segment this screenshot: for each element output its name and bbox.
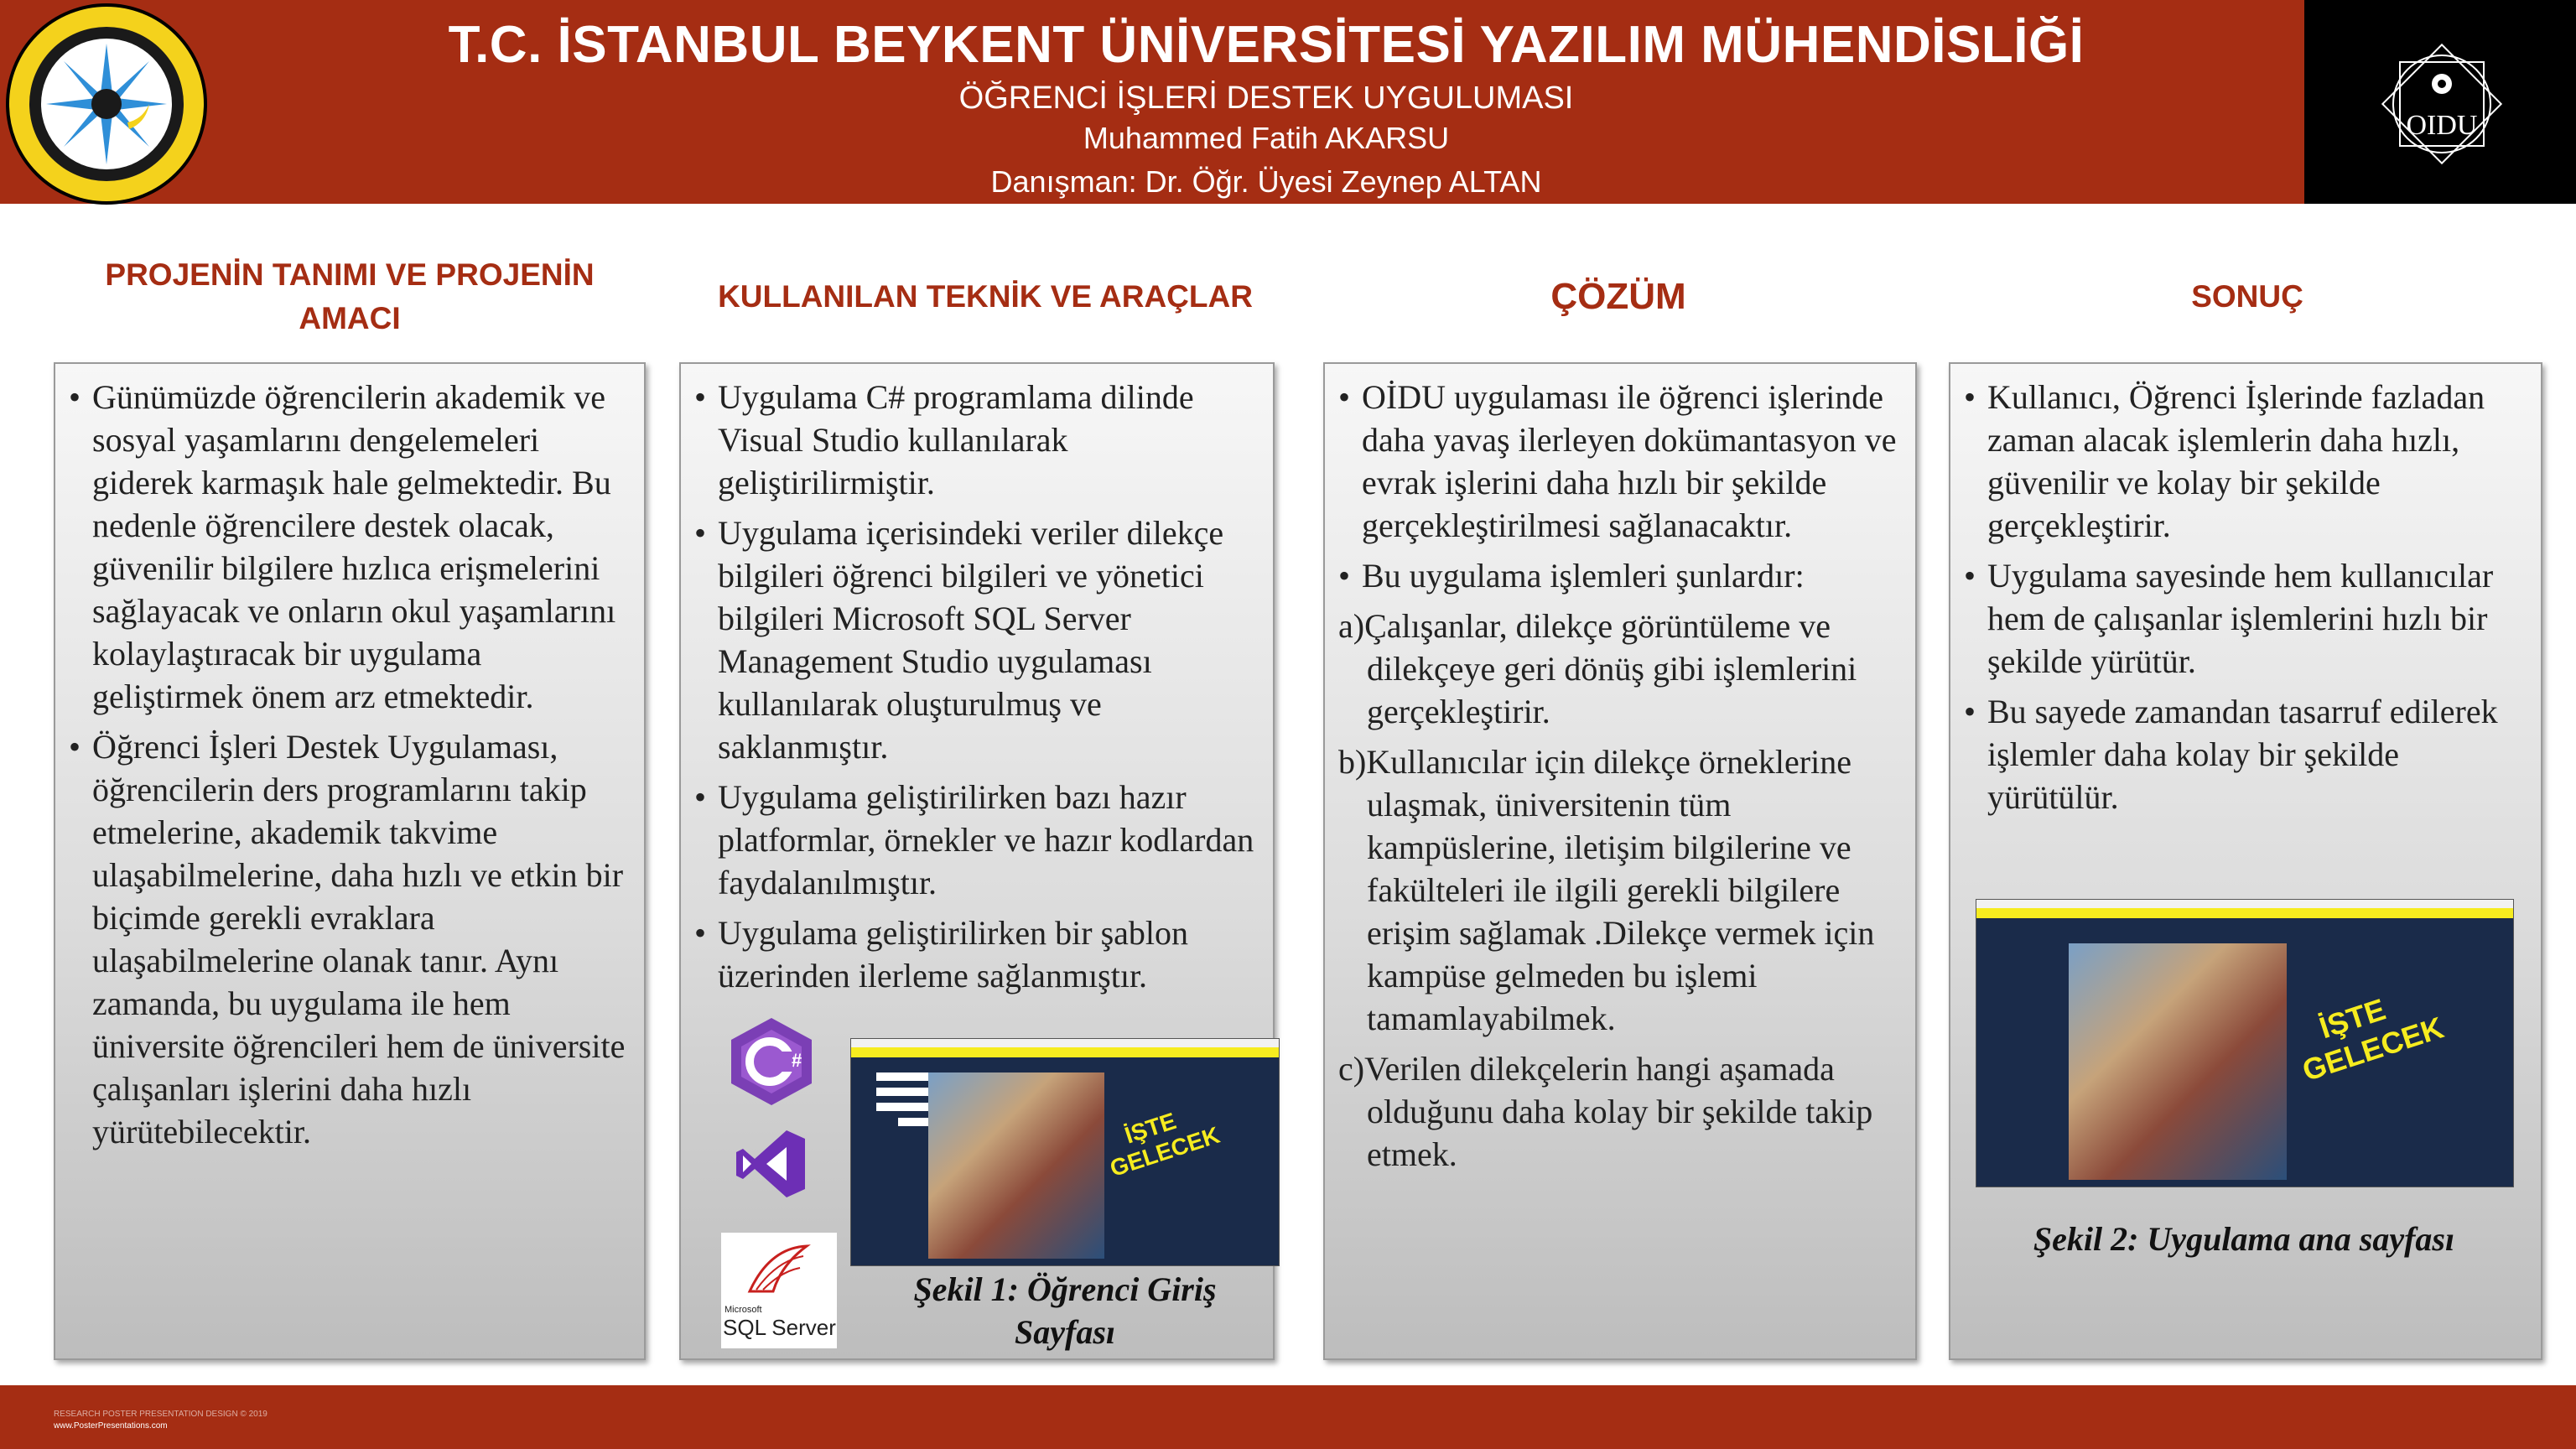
- svg-text:#: #: [792, 1050, 802, 1071]
- screenshot-menubar: [851, 1047, 1279, 1057]
- author-name: Muhammed Fatih AKARSU: [1083, 121, 1450, 155]
- list-item: • Uygulama geliştirilirken bazı hazır platformlar, örnekler ve hazır kodlardan faydalanılmıştır.: [693, 776, 1259, 904]
- screenshot-titlebar: [1976, 900, 2513, 908]
- oidu-logo-text: OIDU: [2406, 110, 2478, 141]
- sql-server-logo-text: SQL Server: [723, 1315, 836, 1340]
- heading-techniques-tools: KULLANILAN TEKNİK VE ARAÇLAR: [718, 279, 1253, 314]
- heading-solution: ÇÖZÜM: [1550, 276, 1686, 317]
- list-item-a: a)Çalışanlar, dilekçe görüntüleme ve dilekçeye geri dönüş gibi işlemlerini gerçekleştirir.: [1338, 607, 1857, 730]
- list-item: • OİDU uygulaması ile öğrenci işlerinde daha yavaş ilerleyen dokümantasyon ve evrak işlerini daha hızlı bir şekilde gerçekleştirilmesi sağlanacaktır.: [1337, 376, 1902, 547]
- screenshot-promo-text: İŞTE GELECEK: [2298, 991, 2448, 1088]
- oidu-logo-panel: [2304, 0, 2576, 204]
- screenshot-menubar: [1976, 908, 2513, 918]
- figure-home-screenshot: [1976, 899, 2514, 1187]
- figure-login-screenshot: [850, 1038, 1280, 1266]
- screenshot-campus-photo: [928, 1072, 1104, 1259]
- sql-server-logo-small: Microsoft: [724, 1305, 762, 1315]
- header-banner: [0, 0, 2304, 204]
- list-item-b: b)Kullanıcılar için dilekçe örneklerine ulaşmak, üniversitenin tüm kampüslerine, iletişim bilgilerine ve fakülteleri ile ilgili gerekli bilgilere erişim sağlamak .Dilekçe vermek için kampüse gelmeden bu işlemi tamamlayabilmek.: [1338, 743, 1875, 1037]
- list-item: • Uygulama C# programlama dilinde Visual Studio kullanılarak geliştirilirmiştir.: [693, 376, 1259, 504]
- list-item: • Uygulama sayesinde hem kullanıcılar hem de çalışanlar işlemlerini hızlı bir şekilde yürütür.: [1962, 554, 2527, 683]
- poster-subtitle: ÖĞRENCİ İŞLERİ DESTEK UYGULUMASI: [958, 80, 1574, 116]
- figure-1-caption: Şekil 1: Öğrenci Giriş Sayfası: [913, 1270, 1217, 1351]
- screenshot-login-form: [876, 1072, 932, 1131]
- visual-studio-icon: [735, 1127, 808, 1201]
- heading-project-definition: PROJENİN TANIMI VE PROJENİN AMACI: [105, 257, 595, 335]
- heading-result: SONUÇ: [2191, 279, 2303, 314]
- list-item: • Uygulama içerisindeki veriler dilekçe bilgileri öğrenci bilgileri ve yönetici bilgileri Microsoft SQL Server Management Studio uygulaması kullanılarak oluşturulmuş ve saklanmıştır.: [693, 512, 1259, 768]
- list-item: • Öğrenci İşleri Destek Uygulaması, öğrencilerin ders programlarını takip etmelerine, akademik takvime ulaşabilmelerine, daha hızlı ve etkin bir biçimde gerekli evraklara ulaşabilmelerine olanak tanır. Aynı zamanda, bu uygulama ile hem üniversite öğrencileri hem de üniversite çalışanları işlerini daha hızlı yürütebilecektir.: [67, 725, 631, 1153]
- panel-solution: [1323, 362, 1917, 1360]
- sql-server-icon: [721, 1233, 837, 1348]
- footer-credit: [54, 1409, 267, 1432]
- list-item: • Günümüzde öğrencilerin akademik ve sosyal yaşamlarını dengelemeleri giderek karmaşık hale gelmektedir. Bu nedenle öğrencilere destek olacak, güvenilir bilgilere hızlıca erişmelerini sağlayacak ve onların okul yaşamlarını kolaylaştıracak bir uygulama geliştirmek önem arz etmektedir.: [67, 376, 631, 718]
- screenshot-promo-text: İŞTE GELECEK: [1106, 1107, 1223, 1182]
- beykent-university-seal-icon: [3, 3, 210, 205]
- list-item: • Bu uygulama işlemleri şunlardır:: [1337, 554, 1902, 597]
- list-item-c: c)Verilen dilekçelerin hangi aşamada olduğunu daha kolay bir şekilde takip etmek.: [1338, 1050, 1873, 1173]
- screenshot-titlebar: [851, 1039, 1279, 1047]
- panel-project-definition: [54, 362, 646, 1360]
- poster-title: T.C. İSTANBUL BEYKENT ÜNİVERSİTESİ YAZILIM MÜHENDİSLİĞİ: [448, 16, 2085, 74]
- list-item: • Uygulama geliştirilirken bir şablon üzerinden ilerleme sağlanmıştır.: [693, 911, 1259, 997]
- list-item: • Kullanıcı, Öğrenci İşlerinde fazladan zaman alacak işlemlerin daha hızlı, güvenilir ve kolay bir şekilde gerçekleştirir.: [1962, 376, 2527, 547]
- footer-bar: [0, 1385, 2576, 1449]
- screenshot-campus-photo: [2069, 943, 2287, 1180]
- footer-line-1: RESEARCH POSTER PRESENTATION DESIGN © 2019: [54, 1410, 267, 1419]
- panel-result: [1949, 362, 2542, 1360]
- advisor-name: Danışman: Dr. Öğr. Üyesi Zeynep ALTAN: [990, 164, 1542, 199]
- csharp-icon: [724, 1015, 818, 1109]
- footer-line-2[interactable]: www.PosterPresentations.com: [54, 1421, 168, 1431]
- figure-2-caption: Şekil 2: Uygulama ana sayfası: [2033, 1220, 2455, 1258]
- list-item: • Bu sayede zamandan tasarruf edilerek işlemler daha kolay bir şekilde yürütülür.: [1962, 690, 2527, 818]
- oidu-logo-icon: [2370, 32, 2514, 176]
- sql-server-emblem-icon: [745, 1239, 812, 1298]
